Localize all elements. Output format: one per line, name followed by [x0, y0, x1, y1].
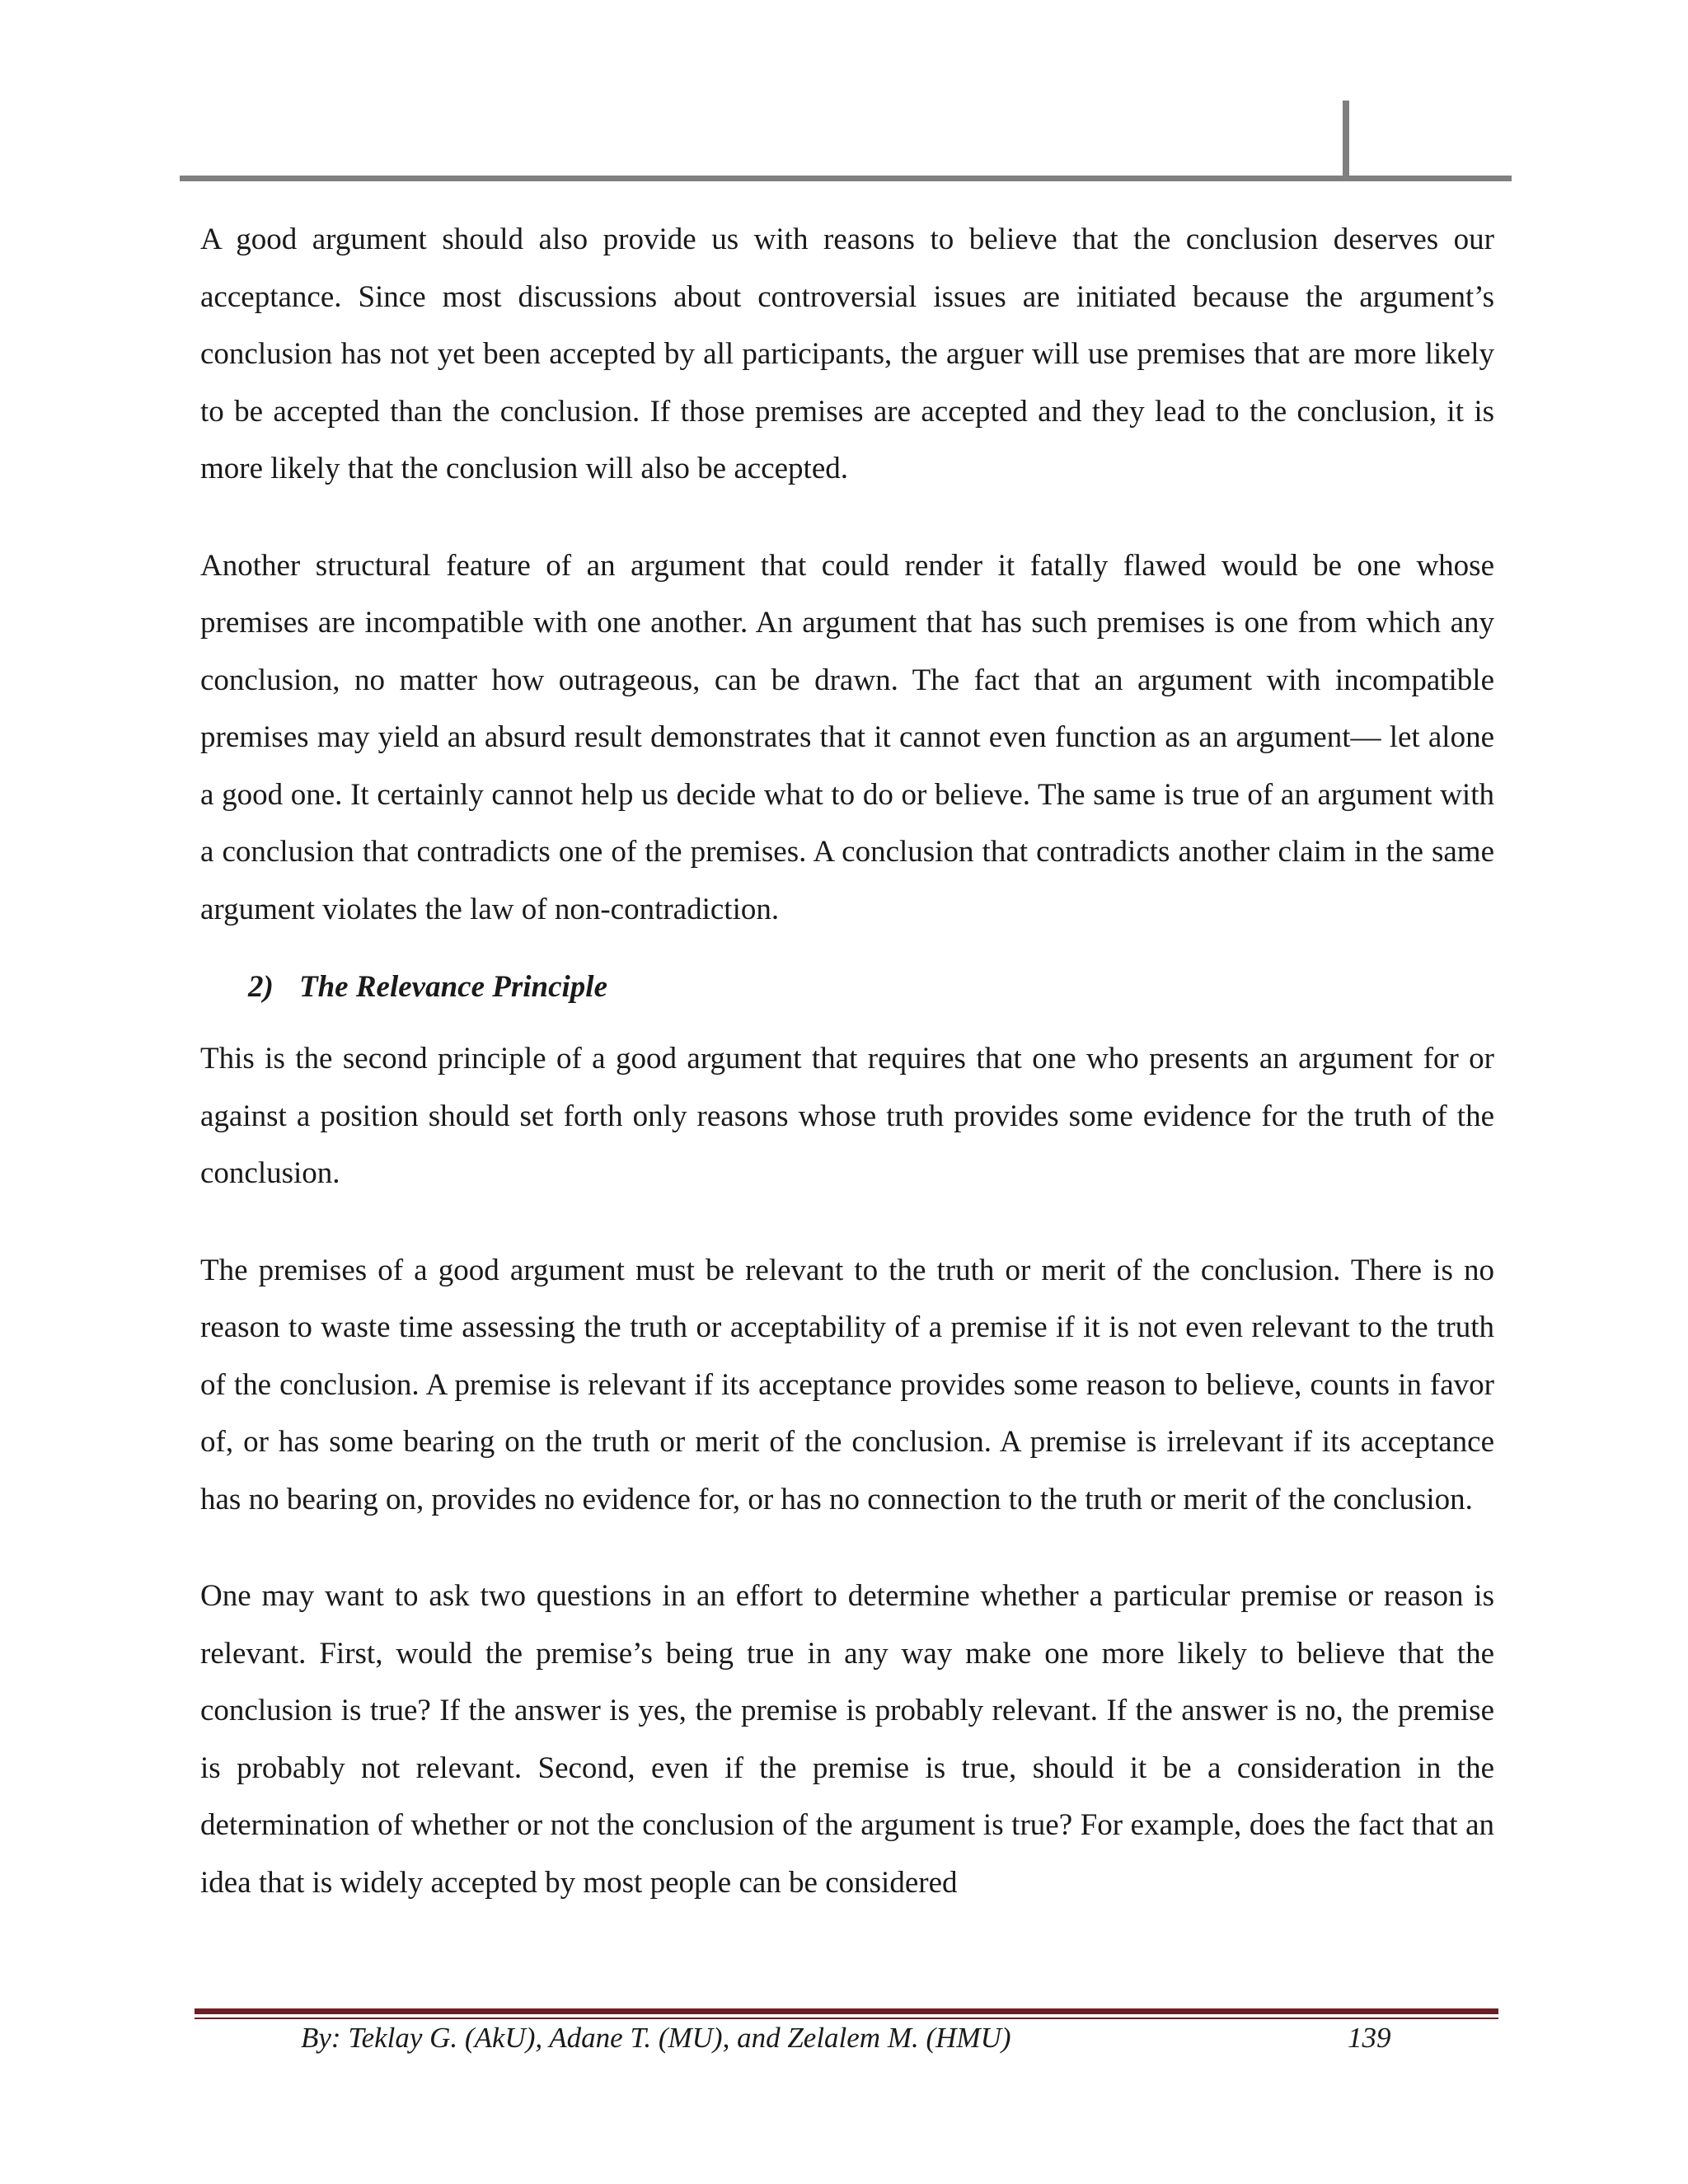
footer-authors: By: Teklay G. (AkU), Adane T. (MU), and Zelalem M. (HMU) — [301, 2022, 1011, 2054]
paragraph: This is the second principle of a good argument that requires that one who presents an argument for or against a position should set forth only reasons whose truth provides some evidence for the truth of the conclusion. — [200, 1042, 1494, 1190]
header-tick — [1343, 101, 1349, 179]
page-body — [200, 211, 1494, 1951]
paragraph: One may want to ask two questions in an effort to determine whether a particular premise or reason is relevant. First, would the premise’s being true in any way make one more likely to believe that the conclusion is true? If the answer is yes, the premise is probably relevant. If the answer is no, the premise is probably not relevant. Second, even if the premise is true, should it be a consideration in the determination of whether or not the conclusion of the argument is true? For example, does the fact that an idea that is widely accepted by most people can be considered — [200, 1579, 1494, 1900]
paragraph: The premises of a good argument must be relevant to the truth or merit of the conclusion. There is no reason to waste time assessing the truth or acceptability of a premise if it is not even relevant to the truth of the conclusion. A premise is relevant if its acceptance provides some reason to believe, counts in favor of, or has some bearing on the truth or merit of the conclusion. A premise is irrelevant if its acceptance has no bearing on, provides no evidence for, or has no connection to the truth or merit of the conclusion. — [200, 1253, 1494, 1516]
page-number: 139 — [1348, 2022, 1391, 2054]
paragraph: A good argument should also provide us with reasons to believe that the conclusion deserves our acceptance. Since most discussions about controversial issues are initiated because the argument’s conclusion has not yet been accepted by all participants, the arguer will use premises that are more likely to be accepted than the conclusion. If those premises are accepted and they lead to the conclusion, it is more likely that the conclusion will also be accepted. — [200, 223, 1494, 485]
footer-rule — [195, 2008, 1498, 2014]
section-heading-number: 2) — [248, 970, 274, 1004]
paragraph: Another structural feature of an argument that could render it fatally flawed would be one whose premises are incompatible with one another. An argument that has such premises is one from which any conclusion, no matter how outrageous, can be drawn. The fact that an argument with incompatible premises may yield an absurd result demonstrates that it cannot even function as an argument— let alone a good one. It certainly cannot help us decide what to do or believe. The same is true of an argument with a conclusion that contradicts one of the premises. A conclusion that contradicts another claim in the same argument violates the law of non-contradiction. — [200, 548, 1494, 926]
header-rule — [180, 176, 1512, 181]
section-heading-title: The Relevance Principle — [299, 970, 608, 1004]
section-heading — [248, 963, 1494, 1012]
page-footer — [301, 2018, 1397, 2059]
